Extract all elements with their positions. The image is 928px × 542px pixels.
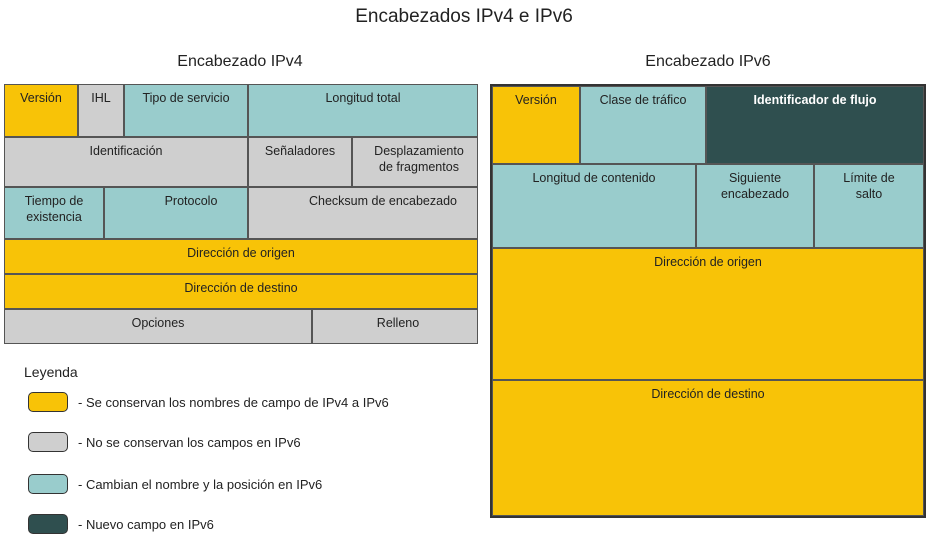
ipv4-field-protocolo: Protocolo bbox=[104, 187, 248, 239]
ipv4-heading: Encabezado IPv4 bbox=[177, 53, 303, 70]
legend-swatch-new bbox=[28, 514, 68, 534]
legend-label-renamed: - Cambian el nombre y la posición en IPv6 bbox=[78, 477, 323, 492]
ipv4-field-opciones: Opciones bbox=[4, 309, 312, 344]
ipv4-field-ihl: IHL bbox=[78, 84, 124, 137]
ipv4-field-checksum: Checksum de encabezado bbox=[248, 187, 478, 239]
legend-label-removed: - No se conservan los campos en IPv6 bbox=[78, 435, 301, 450]
ipv4-field-direccion-origen: Dirección de origen bbox=[4, 239, 478, 274]
ipv6-field-siguiente-encabezado: Siguiente encabezado bbox=[696, 164, 814, 248]
ipv4-field-tipo-servicio: Tipo de servicio bbox=[124, 84, 248, 137]
ipv6-field-clase-trafico: Clase de tráfico bbox=[580, 86, 706, 164]
legend-swatch-renamed bbox=[28, 474, 68, 494]
ipv6-field-identificador-flujo: Identificador de flujo bbox=[706, 86, 924, 164]
ipv6-field-direccion-origen: Dirección de origen bbox=[492, 248, 924, 380]
legend-label-new: - Nuevo campo en IPv6 bbox=[78, 517, 214, 532]
ipv4-field-identificacion: Identificación bbox=[4, 137, 248, 187]
diagram-title: Encabezados IPv4 e IPv6 bbox=[355, 6, 573, 27]
ipv4-field-desplazamiento: Desplazamiento de fragmentos bbox=[352, 137, 478, 187]
ipv6-field-version: Versión bbox=[492, 86, 580, 164]
ipv6-heading: Encabezado IPv6 bbox=[645, 53, 771, 70]
ipv4-field-longitud-total: Longitud total bbox=[248, 84, 478, 137]
ipv6-field-longitud-contenido: Longitud de contenido bbox=[492, 164, 696, 248]
ipv4-field-tiempo-existencia: Tiempo de existencia bbox=[4, 187, 104, 239]
legend-label-preserved: - Se conservan los nombres de campo de IPv4 a IPv6 bbox=[78, 395, 389, 410]
ipv4-field-direccion-destino: Dirección de destino bbox=[4, 274, 478, 309]
ipv4-field-relleno: Relleno bbox=[312, 309, 478, 344]
legend-title: Leyenda bbox=[24, 364, 78, 380]
ipv4-field-version: Versión bbox=[4, 84, 78, 137]
ipv6-field-limite-salto: Límite de salto bbox=[814, 164, 924, 248]
ipv6-field-direccion-destino: Dirección de destino bbox=[492, 380, 924, 516]
legend-swatch-preserved bbox=[28, 392, 68, 412]
ipv4-field-senaladores: Señaladores bbox=[248, 137, 352, 187]
legend-swatch-removed bbox=[28, 432, 68, 452]
